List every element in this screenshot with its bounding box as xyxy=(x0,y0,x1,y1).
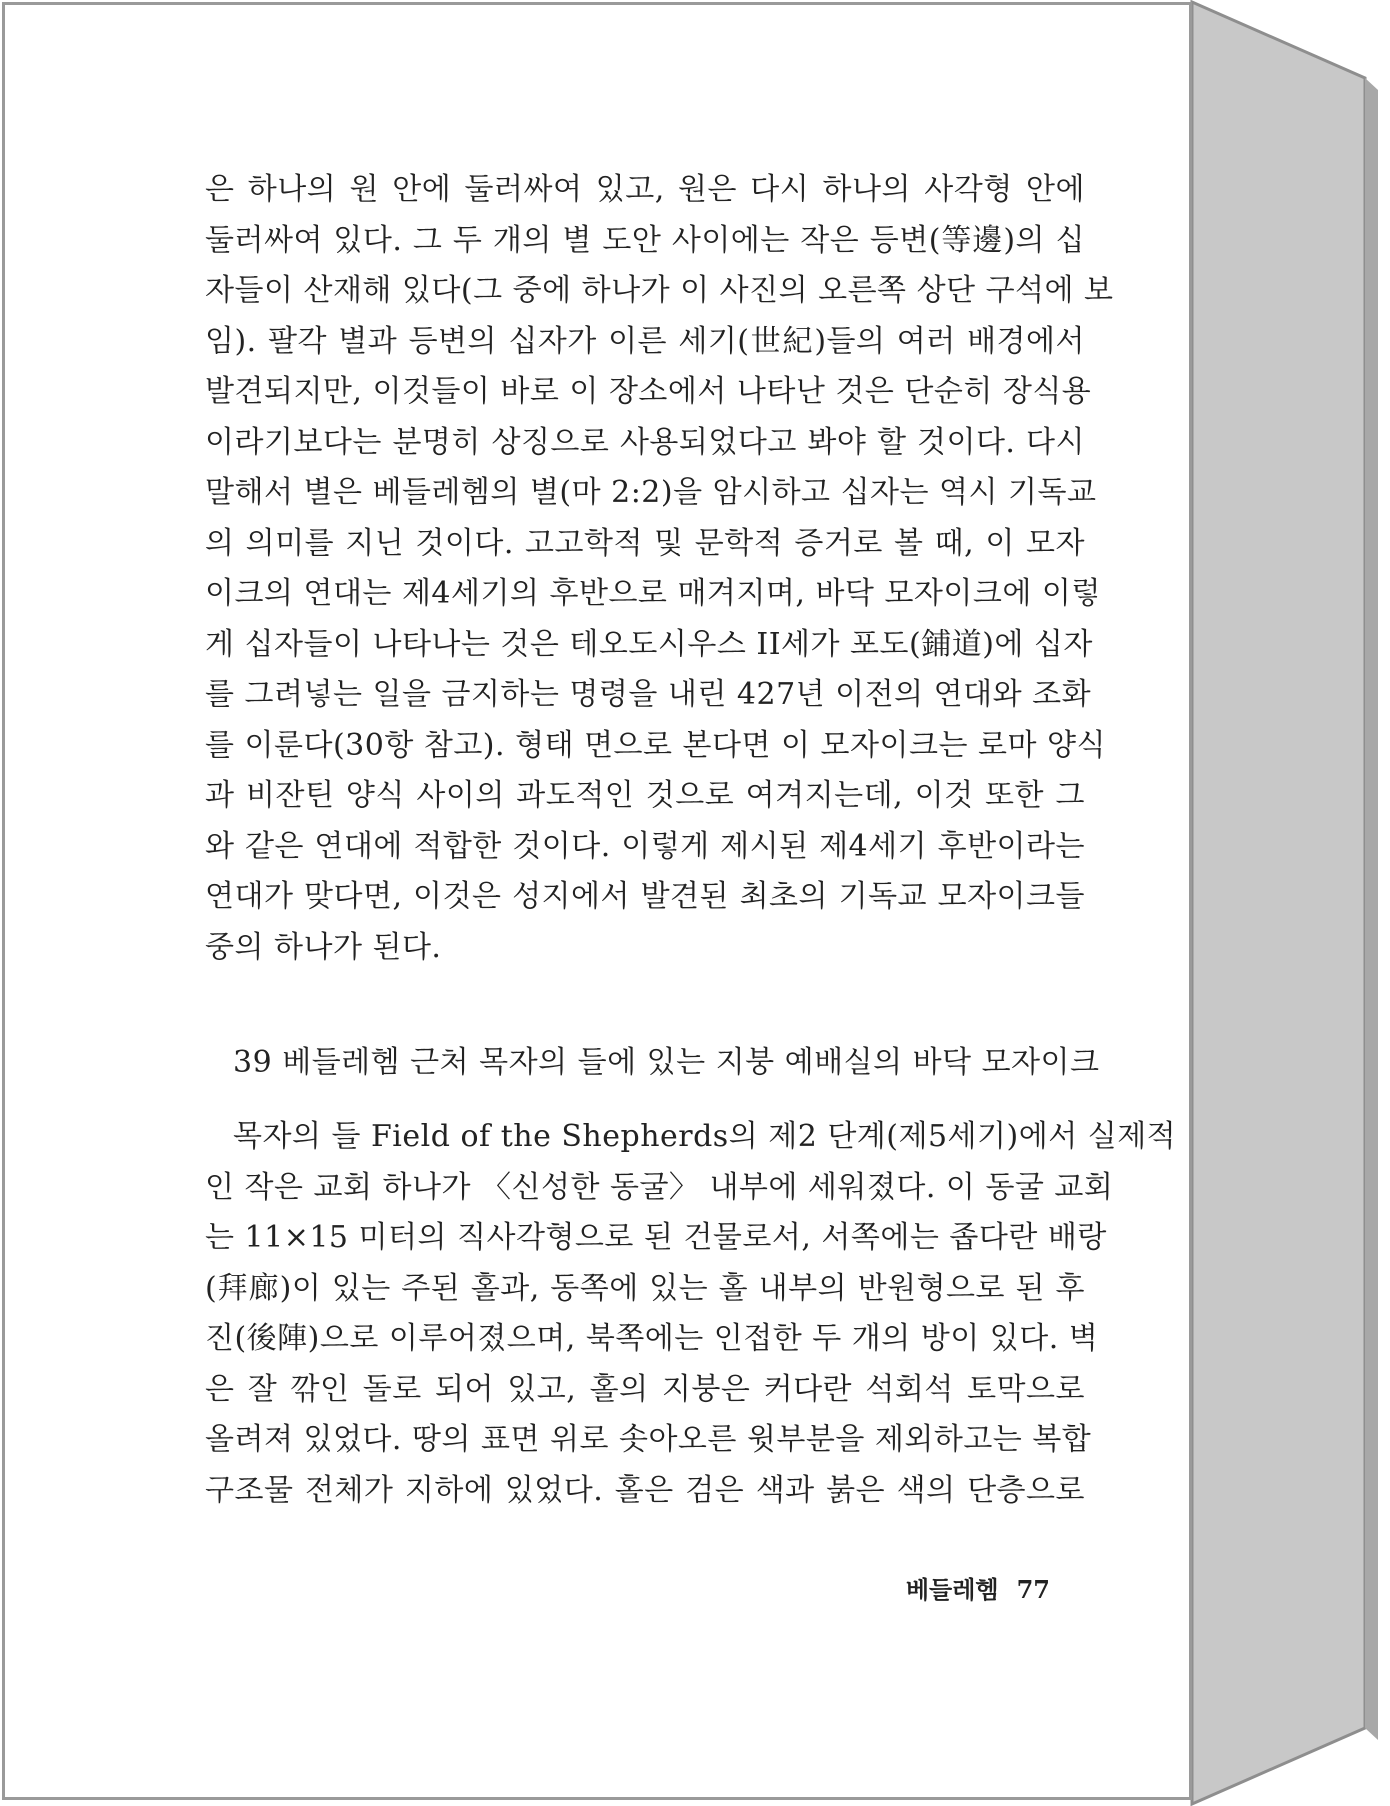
text-line: 은 잘 깎인 돌로 되어 있고, 홀의 지붕은 커다란 석회석 토막으로 xyxy=(205,1371,1085,1407)
text-line: 구조물 전체가 지하에 있었다. 홀은 검은 색과 붉은 색의 단층으로 xyxy=(205,1472,1085,1508)
text-line: 의 의미를 지닌 것이다. 고고학적 및 문학적 증거로 볼 때, 이 모자 xyxy=(205,525,1085,561)
text-line: 이크의 연대는 제4세기의 후반으로 매겨지며, 바닥 모자이크에 이렇 xyxy=(205,576,1101,611)
text-line: 인 작은 교회 하나가 〈신성한 동굴〉 내부에 세워졌다. 이 동굴 교회 xyxy=(205,1169,1114,1205)
text-line: 자들이 산재해 있다(그 중에 하나가 이 사진의 오른쪽 상단 구석에 보 xyxy=(205,273,1114,308)
text-line: 게 십자들이 나타나는 것은 테오도시우스 II세가 포도(鋪道)에 십자 xyxy=(205,626,1093,662)
text-line: 과 비잔틴 양식 사이의 과도적인 것으로 여겨지는데, 이것 또한 그 xyxy=(205,778,1085,813)
text-line: 은 하나의 원 안에 둘러싸여 있고, 원은 다시 하나의 사각형 안에 xyxy=(205,172,1085,207)
text-line: 둘러싸여 있다. 그 두 개의 별 도안 사이에는 작은 등변(等邊)의 십 xyxy=(205,222,1085,258)
page-number: 77 xyxy=(1016,1575,1050,1604)
text-line: 를 그려넣는 일을 금지하는 명령을 내린 427년 이전의 연대와 조화 xyxy=(205,677,1092,712)
running-title: 베들레헴 xyxy=(905,1576,999,1604)
paragraph-continued xyxy=(205,165,1114,973)
running-footer xyxy=(870,1570,1050,1605)
text-line: 를 이룬다(30항 참고). 형태 면으로 본다면 이 모자이크는 로마 양식 xyxy=(205,727,1106,763)
text-line: 연대가 맞다면, 이것은 성지에서 발견된 최초의 기독교 모자이크들 xyxy=(205,879,1085,914)
text-line: 발견되지만, 이것들이 바로 이 장소에서 나타난 것은 단순히 장식용 xyxy=(205,374,1092,409)
text-line: (拜廊)이 있는 주된 홀과, 동쪽에 있는 홀 내부의 반원형으로 된 후 xyxy=(205,1270,1085,1306)
page-body xyxy=(205,165,1177,1516)
paragraph-section-39 xyxy=(205,1112,1177,1516)
text-line: 진(後陣)으로 이루어졌으며, 북쪽에는 인접한 두 개의 방이 있다. 벽 xyxy=(205,1321,1099,1356)
text-line: 이라기보다는 분명히 상징으로 사용되었다고 봐야 할 것이다. 다시 xyxy=(205,424,1085,460)
text-line: 중의 하나가 된다. xyxy=(205,929,442,965)
text-line: 올려져 있었다. 땅의 표면 위로 솟아오른 윗부분을 제외하고는 복합 xyxy=(205,1422,1092,1457)
section-heading: 39 베들레헴 근처 목자의 들에 있는 지붕 예배실의 바닥 모자이크 xyxy=(233,1045,1100,1080)
text-line: 임). 팔각 별과 등변의 십자가 이른 세기(世紀)들의 여러 배경에서 xyxy=(205,323,1085,359)
text-line: 말해서 별은 베들레헴의 별(마 2:2)을 암시하고 십자는 역시 기독교 xyxy=(205,475,1097,510)
text-line: 목자의 들 Field of the Shepherds의 제2 단계(제5세기)에서 실제적 xyxy=(233,1119,1177,1154)
text-line: 와 같은 연대에 적합한 것이다. 이렇게 제시된 제4세기 후반이라는 xyxy=(205,828,1085,864)
text-line: 는 11×15 미터의 직사각형으로 된 건물로서, 서쪽에는 좁다란 배랑 xyxy=(205,1220,1107,1255)
